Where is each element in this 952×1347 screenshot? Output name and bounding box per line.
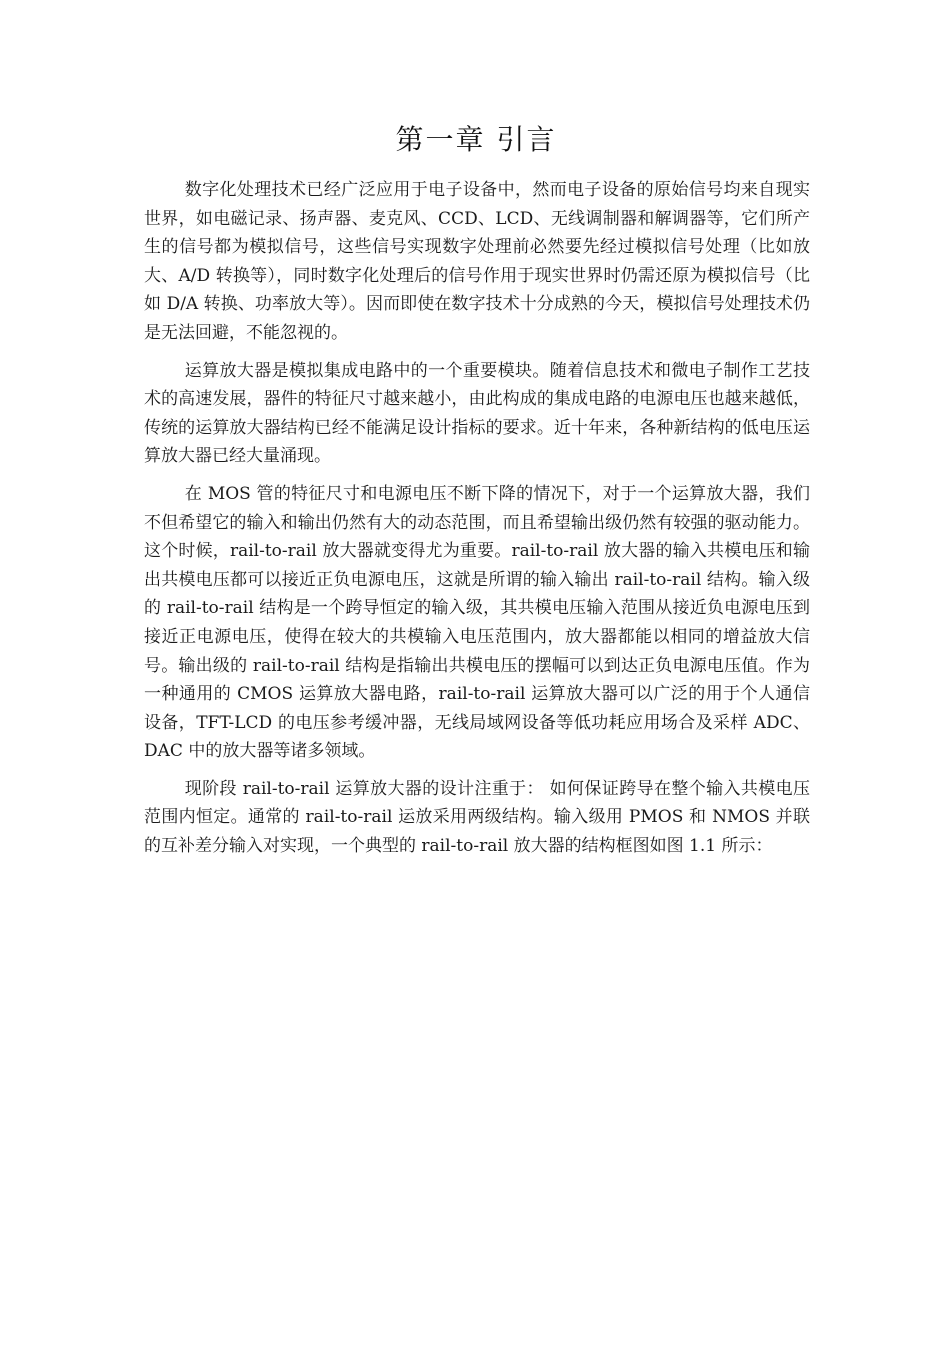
chapter-body — [144, 176, 810, 870]
paragraph-design-focus: 现阶段 rail-to-rail 运算放大器的设计注重于： 如何保证跨导在整个输入共模电压范围内恒定。通常的 rail-to-rail 运放采用两级结构。输入级用 PMOS 和 NMOS 并联的互补差分输入对实现，一个典型的 rail-to-rail 放大器的结构框图如图 1.1 所示： — [144, 778, 810, 857]
chapter-title: 第一章 引言 — [395, 123, 557, 156]
paragraph-op-amp-importance: 运算放大器是模拟集成电路中的一个重要模块。随着信息技术和微电子制作工艺技术的高速发展，器件的特征尺寸越来越小，由此构成的集成电路的电源电压也越来越低，传统的运算放大器结构已经不能满足设计指标的要求。近十年来，各种新结构的低电压运算放大器已经大量涌现。 — [144, 360, 810, 467]
paragraph-rail-to-rail-intro: 在 MOS 管的特征尺寸和电源电压不断下降的情况下，对于一个运算放大器，我们不但希望它的输入和输出仍然有大的动态范围，而且希望输出级仍然有较强的驱动能力。这个时候，rail-to-rail 放大器就变得尤为重要。rail-to-rail 放大器的输入共模电压和输出共模电压都可以接近正负电源电压，这就是所谓的输入输出 rail-to-rail 结构。输入级的 rail-to-rail 结构是一个跨导恒定的输入级，其共模电压输入范围从接近负电源电压到接近正电源电压，使得在较大的共模输入电压范围内，放大器都能以相同的增益放大信号。输出级的 rail-to-rail 结构是指输出共模电压的摆幅可以到达正负电源电压值。作为一种通用的 CMOS 运算放大器电路，rail-to-rail 运算放大器可以广泛的用于个人通信设备，TFT-LCD 的电压参考缓冲器，无线局域网设备等低功耗应用场合及采样 ADC、DAC 中的放大器等诸多领域。 — [144, 483, 810, 762]
paragraph-digital-processing: 数字化处理技术已经广泛应用于电子设备中，然而电子设备的原始信号均来自现实世界，如电磁记录、扬声器、麦克风、CCD、LCD、无线调制器和解调器等，它们所产生的信号都为模拟信号，这些信号实现数字处理前必然要先经过模拟信号处理（比如放大、A/D 转换等），同时数字化处理后的信号作用于现实世界时仍需还原为模拟信号（比如 D/A 转换、功率放大等）。因而即使在数字技术十分成熟的今天，模拟信号处理技术仍是无法回避，不能忽视的。 — [144, 180, 810, 343]
